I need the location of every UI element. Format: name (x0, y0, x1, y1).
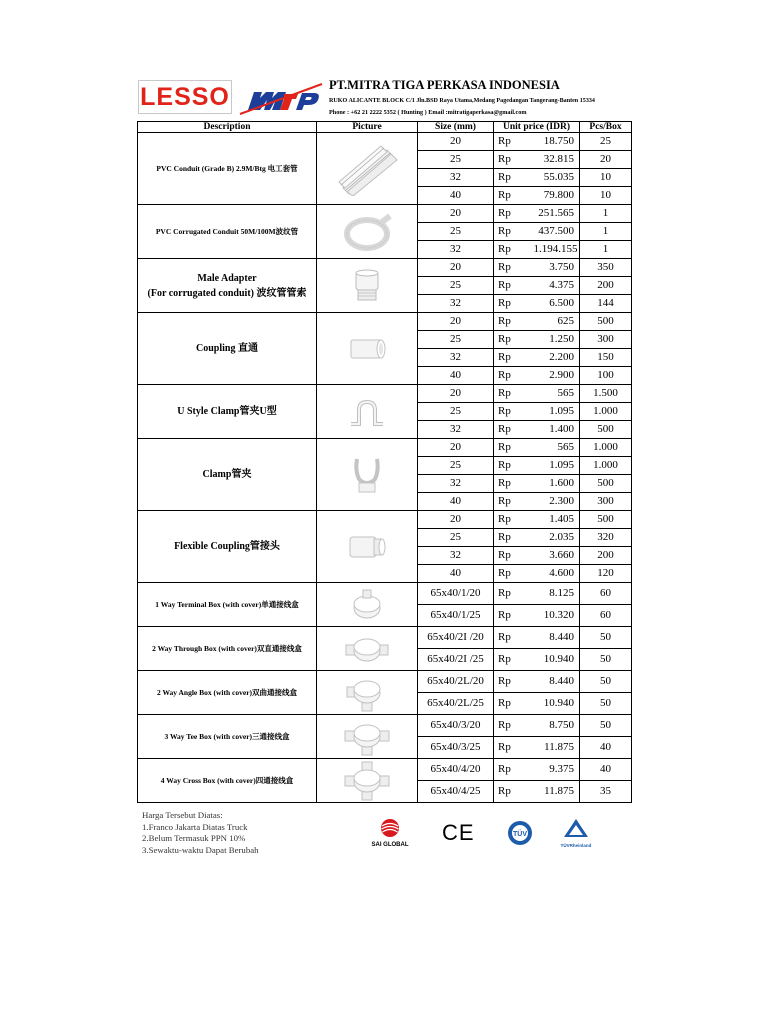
sai-global-logo (366, 818, 414, 848)
price-cell: 18.750 (534, 133, 580, 151)
size-cell: 25 (418, 151, 494, 169)
price-cell: 79.800 (534, 187, 580, 205)
price-cell: 625 (534, 313, 580, 331)
pcs-cell: 50 (580, 671, 632, 693)
price-cell: 2.900 (534, 367, 580, 385)
price-cell: 3.750 (534, 259, 580, 277)
product-picture (317, 205, 418, 259)
company-contact: Phone : +62 21 2222 5352 ( Hunting ) Email :mitratigaperkasa@gmail.com (329, 109, 527, 116)
size-cell: 40 (418, 187, 494, 205)
currency-cell: Rp (494, 565, 534, 583)
pcs-cell: 60 (580, 583, 632, 605)
tuv-icon (507, 820, 533, 846)
pcs-cell: 40 (580, 737, 632, 759)
price-cell: 1.405 (534, 511, 580, 529)
size-cell: 20 (418, 133, 494, 151)
table-row (138, 439, 632, 457)
price-cell: 8.125 (534, 583, 580, 605)
pcs-cell: 20 (580, 151, 632, 169)
tee-box-icon (317, 717, 417, 757)
notes-line-1: 1.Franco Jakarta Diatas Truck (142, 821, 248, 832)
lesso-logo (138, 80, 232, 114)
currency-cell: Rp (494, 457, 534, 475)
size-cell: 65x40/2L/25 (418, 693, 494, 715)
currency-cell: Rp (494, 295, 534, 313)
male-adapter-icon (317, 268, 417, 304)
price-cell: 1.194.155 (534, 241, 580, 259)
product-description: 4 Way Cross Box (with cover)四通接线盒 (138, 759, 317, 803)
price-cell: 32.815 (534, 151, 580, 169)
pcs-cell: 300 (580, 331, 632, 349)
u-clamp-icon (317, 396, 417, 428)
company-name: PT.MITRA TIGA PERKASA INDONESIA (329, 78, 560, 92)
currency-cell: Rp (494, 759, 534, 781)
currency-cell: Rp (494, 475, 534, 493)
product-picture (317, 511, 418, 583)
pcs-cell: 200 (580, 547, 632, 565)
price-cell: 565 (534, 385, 580, 403)
size-cell: 65x40/2L/20 (418, 671, 494, 693)
price-cell: 8.440 (534, 627, 580, 649)
price-cell: 10.320 (534, 605, 580, 627)
table-row (138, 583, 632, 605)
table-row (138, 385, 632, 403)
currency-cell: Rp (494, 205, 534, 223)
product-description: Male Adapter (For corrugated conduit) 波纹管管索 (138, 259, 317, 313)
currency-cell: Rp (494, 385, 534, 403)
size-cell: 65x40/1/25 (418, 605, 494, 627)
size-cell: 32 (418, 169, 494, 187)
currency-cell: Rp (494, 715, 534, 737)
pcs-cell: 1.000 (580, 457, 632, 475)
price-cell: 1.250 (534, 331, 580, 349)
product-picture (317, 439, 418, 511)
tuv-rheinland-icon (563, 818, 589, 838)
pcs-cell: 500 (580, 421, 632, 439)
currency-cell: Rp (494, 313, 534, 331)
pcs-cell: 50 (580, 693, 632, 715)
currency-cell: Rp (494, 421, 534, 439)
pcs-cell: 1 (580, 223, 632, 241)
pcs-cell: 500 (580, 313, 632, 331)
price-cell: 437.500 (534, 223, 580, 241)
ce-mark: CE (442, 820, 475, 845)
pcs-cell: 50 (580, 715, 632, 737)
currency-cell: Rp (494, 277, 534, 295)
price-cell: 8.750 (534, 715, 580, 737)
pcs-cell: 1 (580, 205, 632, 223)
product-description: 1 Way Terminal Box (with cover)单通接线盒 (138, 583, 317, 627)
pcs-cell: 60 (580, 605, 632, 627)
size-cell: 65x40/2I /20 (418, 627, 494, 649)
pcs-cell: 500 (580, 475, 632, 493)
currency-cell: Rp (494, 133, 534, 151)
size-cell: 25 (418, 457, 494, 475)
price-cell: 55.035 (534, 169, 580, 187)
table-row (138, 259, 632, 277)
size-cell: 32 (418, 241, 494, 259)
pcs-cell: 144 (580, 295, 632, 313)
pcs-cell: 320 (580, 529, 632, 547)
currency-cell: Rp (494, 529, 534, 547)
currency-cell: Rp (494, 151, 534, 169)
pcs-cell: 35 (580, 781, 632, 803)
price-cell: 6.500 (534, 295, 580, 313)
currency-cell: Rp (494, 187, 534, 205)
price-cell: 4.375 (534, 277, 580, 295)
pcs-cell: 25 (580, 133, 632, 151)
currency-cell: Rp (494, 259, 534, 277)
size-cell: 20 (418, 205, 494, 223)
price-cell: 9.375 (534, 759, 580, 781)
currency-cell: Rp (494, 403, 534, 421)
table-header-row (138, 122, 632, 133)
table-row (138, 511, 632, 529)
tuv-rheinland-label: TÜVRheinland (560, 843, 592, 848)
currency-cell: Rp (494, 349, 534, 367)
pcs-cell: 350 (580, 259, 632, 277)
currency-cell: Rp (494, 331, 534, 349)
currency-cell: Rp (494, 583, 534, 605)
table-row (138, 759, 632, 781)
size-cell: 20 (418, 385, 494, 403)
size-cell: 25 (418, 529, 494, 547)
size-cell: 65x40/3/20 (418, 715, 494, 737)
price-cell: 1.095 (534, 457, 580, 475)
size-cell: 20 (418, 313, 494, 331)
pcs-cell: 1 (580, 241, 632, 259)
coupling-icon (317, 335, 417, 363)
certification-logos (364, 818, 594, 852)
size-cell: 25 (418, 223, 494, 241)
currency-cell: Rp (494, 649, 534, 671)
currency-cell: Rp (494, 223, 534, 241)
company-info (329, 78, 595, 116)
col-picture: Picture (317, 122, 418, 133)
currency-cell: Rp (494, 627, 534, 649)
size-cell: 65x40/2I /25 (418, 649, 494, 671)
pcs-cell: 50 (580, 627, 632, 649)
col-description: Description (138, 122, 317, 133)
pcs-cell: 10 (580, 187, 632, 205)
product-picture (317, 133, 418, 205)
product-picture (317, 385, 418, 439)
product-description: 3 Way Tee Box (with cover)三通接线盒 (138, 715, 317, 759)
notes-line-3: 3.Sewaktu-waktu Dapat Berubah (142, 844, 259, 855)
price-table (137, 121, 632, 803)
size-cell: 32 (418, 421, 494, 439)
size-cell: 20 (418, 439, 494, 457)
currency-cell: Rp (494, 605, 534, 627)
price-cell: 11.875 (534, 737, 580, 759)
currency-cell: Rp (494, 493, 534, 511)
product-picture (317, 313, 418, 385)
currency-cell: Rp (494, 671, 534, 693)
price-cell: 1.600 (534, 475, 580, 493)
currency-cell: Rp (494, 169, 534, 187)
price-cell: 2.300 (534, 493, 580, 511)
size-cell: 65x40/4/25 (418, 781, 494, 803)
product-description: PVC Corrugated Conduit 50M/100M波纹管 (138, 205, 317, 259)
pcs-cell: 200 (580, 277, 632, 295)
pcs-cell: 50 (580, 649, 632, 671)
size-cell: 65x40/3/25 (418, 737, 494, 759)
notes-title: Harga Tersebut Diatas: (142, 810, 223, 820)
product-description: PVC Conduit (Grade B) 2.9M/Btg 电工套管 (138, 133, 317, 205)
product-picture (317, 759, 418, 803)
clamp-icon (317, 455, 417, 495)
price-cell: 251.565 (534, 205, 580, 223)
size-cell: 65x40/1/20 (418, 583, 494, 605)
product-picture (317, 583, 418, 627)
price-cell: 4.600 (534, 565, 580, 583)
table-row (138, 671, 632, 693)
tuv-icon-text: TÜV (513, 831, 527, 838)
conduit-pipes-icon (317, 142, 417, 196)
size-cell: 25 (418, 403, 494, 421)
size-cell: 20 (418, 511, 494, 529)
size-cell: 40 (418, 493, 494, 511)
product-picture (317, 259, 418, 313)
product-description: Coupling 直通 (138, 313, 317, 385)
size-cell: 32 (418, 295, 494, 313)
pcs-cell: 1.000 (580, 403, 632, 421)
product-picture (317, 671, 418, 715)
price-cell: 3.660 (534, 547, 580, 565)
price-cell: 1.095 (534, 403, 580, 421)
price-cell: 1.400 (534, 421, 580, 439)
cross-box-icon (317, 761, 417, 801)
col-unit-price: Unit price (IDR) (494, 122, 580, 133)
terminal-box-icon (317, 588, 417, 622)
currency-cell: Rp (494, 737, 534, 759)
size-cell: 40 (418, 565, 494, 583)
company-address: RUKO ALICANTE BLOCK C/1 Jln.BSD Raya Utama,Medang Pagedangan Tangerang-Banten 15334 (329, 98, 595, 104)
product-description: 2 Way Angle Box (with cover)双曲通接线盒 (138, 671, 317, 715)
product-picture (317, 715, 418, 759)
size-cell: 20 (418, 259, 494, 277)
table-row (138, 205, 632, 223)
sai-global-label: SAI GLOBAL (371, 842, 409, 848)
col-size: Size (mm) (418, 122, 494, 133)
currency-cell: Rp (494, 693, 534, 715)
currency-cell: Rp (494, 511, 534, 529)
size-cell: 32 (418, 547, 494, 565)
currency-cell: Rp (494, 781, 534, 803)
tuv-logo (507, 820, 533, 851)
currency-cell: Rp (494, 367, 534, 385)
pcs-cell: 150 (580, 349, 632, 367)
col-pcs: Pcs/Box (580, 122, 632, 133)
product-picture (317, 627, 418, 671)
currency-cell: Rp (494, 241, 534, 259)
price-cell: 10.940 (534, 649, 580, 671)
size-cell: 25 (418, 331, 494, 349)
price-notes (142, 810, 259, 856)
pcs-cell: 40 (580, 759, 632, 781)
product-description: Flexible Coupling管接头 (138, 511, 317, 583)
size-cell: 65x40/4/20 (418, 759, 494, 781)
lesso-logo-text: LESSO (140, 82, 230, 111)
flexible-coupling-icon (317, 531, 417, 563)
size-cell: 40 (418, 367, 494, 385)
sai-global-icon (379, 818, 401, 838)
pcs-cell: 1.500 (580, 385, 632, 403)
table-row (138, 133, 632, 151)
price-cell: 2.035 (534, 529, 580, 547)
corrugated-coil-icon (317, 212, 417, 252)
pcs-cell: 1.000 (580, 439, 632, 457)
pcs-cell: 120 (580, 565, 632, 583)
price-cell: 8.440 (534, 671, 580, 693)
mtp-logo (238, 80, 323, 118)
product-description: U Style Clamp管夹U型 (138, 385, 317, 439)
product-description: Clamp管夹 (138, 439, 317, 511)
angle-box-icon (317, 673, 417, 713)
price-cell: 565 (534, 439, 580, 457)
product-description: 2 Way Through Box (with cover)双直通接线盒 (138, 627, 317, 671)
price-cell: 2.200 (534, 349, 580, 367)
price-cell: 10.940 (534, 693, 580, 715)
tuv-rheinland-logo (558, 818, 594, 848)
size-cell: 25 (418, 277, 494, 295)
pcs-cell: 10 (580, 169, 632, 187)
currency-cell: Rp (494, 439, 534, 457)
table-row (138, 313, 632, 331)
table-row (138, 715, 632, 737)
price-cell: 11.875 (534, 781, 580, 803)
currency-cell: Rp (494, 547, 534, 565)
through-box-icon (317, 633, 417, 665)
size-cell: 32 (418, 475, 494, 493)
pcs-cell: 300 (580, 493, 632, 511)
pcs-cell: 500 (580, 511, 632, 529)
pcs-cell: 100 (580, 367, 632, 385)
notes-line-2: 2.Belum Termasuk PPN 10% (142, 833, 246, 844)
table-row (138, 627, 632, 649)
size-cell: 32 (418, 349, 494, 367)
